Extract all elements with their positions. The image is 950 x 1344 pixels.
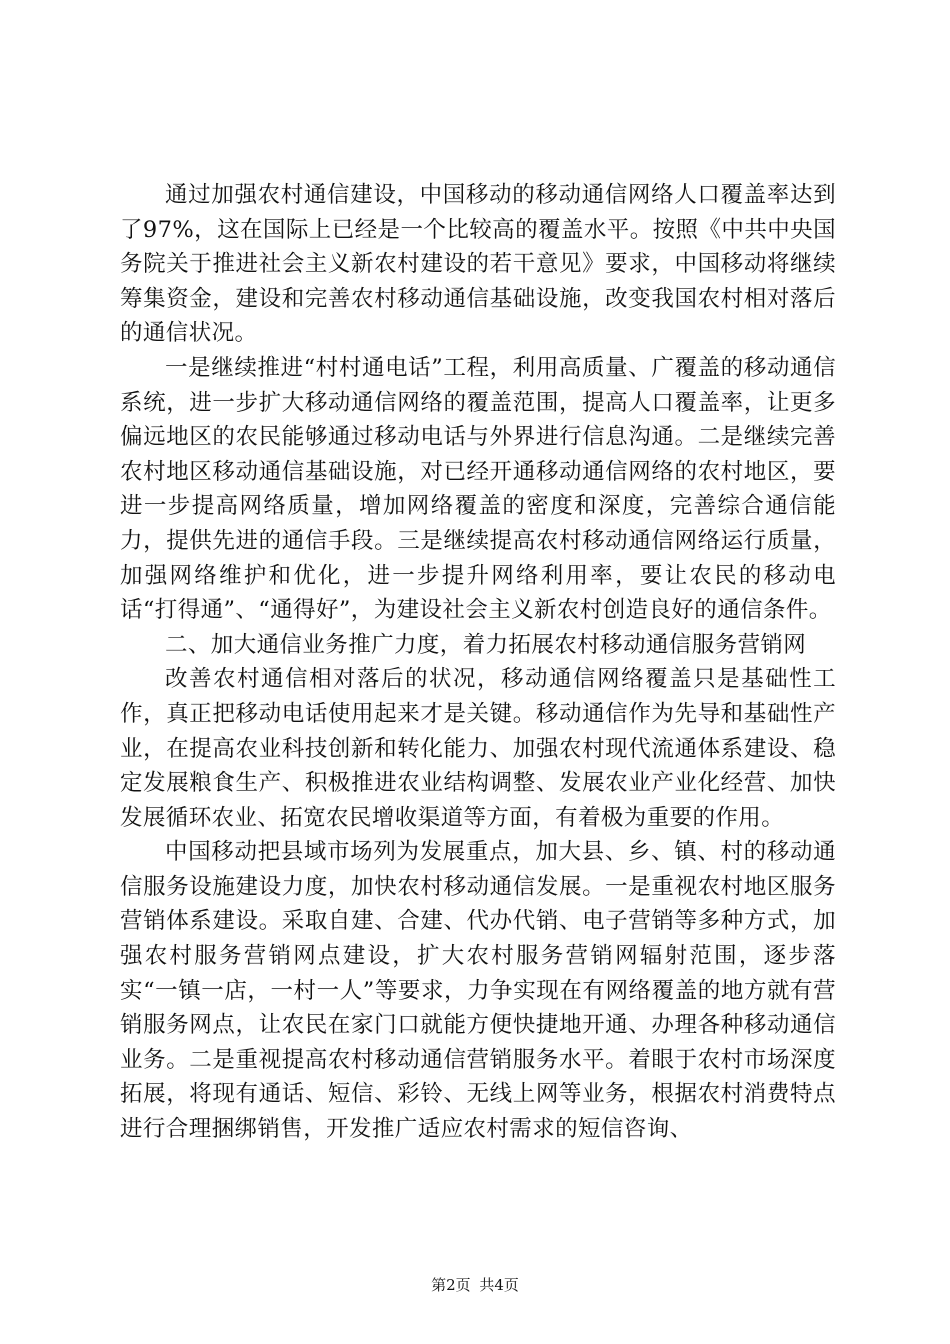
paragraph-village-phone-project: 一是继续推进“村村通电话”工程，利用高质量、广覆盖的移动通信系统，进一步扩大移动通信网络的覆盖范围，提高人口覆盖率，让更多偏远地区的农民能够通过移动电话与外界进行信息沟通。二是继续完善农村地区移动通信基础设施，对已经开通移动通信网络的农村地区，要进一步提高网络质量，增加网络覆盖的密度和深度，完善综合通信能力，提供先进的通信手段。三是继续提高农村移动通信网络运行质量，加强网络维护和优化，进一步提升网络利用率，要让农民的移动电话“打得通”、“通得好”，为建设社会主义新农村创造良好的通信条件。 — [120, 354, 836, 624]
paragraph-improve-status: 改善农村通信相对落后的状况，移动通信网络覆盖只是基础性工作，真正把移动电话使用起来才是关键。移动通信作为先导和基础性产业，在提高农业科技创新和转化能力、加强农村现代流通体系建设、稳定发展粮食生产、积极推进农业结构调整、发展农业产业化经营、加快发展循环农业、拓宽农民增收渠道等方面，有着极为重要的作用。 — [120, 666, 836, 831]
page-footer — [0, 1275, 950, 1295]
page-number: 第2页 — [431, 1276, 471, 1294]
section-heading-two: 二、加大通信业务推广力度，着力拓展农村移动通信服务营销网 — [165, 631, 807, 658]
paragraph-county-market: 中国移动把县域市场列为发展重点，加大县、乡、镇、村的移动通信服务设施建设力度，加快农村移动通信发展。一是重视农村地区服务营销体系建设。采取自建、合建、代办代销、电子营销等多种方式，加强农村服务营销网点建设，扩大农村服务营销网辐射范围，逐步落实“一镇一店，一村一人”等要求，力争实现在有网络覆盖的地方就有营销服务网点，让农民在家门口就能方便快捷地开通、办理各种移动通信业务。二是重视提高农村移动通信营销服务水平。着眼于农村市场深度拓展，将现有通话、短信、彩铃、无线上网等业务，根据农村消费特点进行合理捆绑销售，开发推广适应农村需求的短信咨询、 — [120, 839, 836, 1143]
page-total: 共4页 — [479, 1276, 519, 1294]
paragraph-coverage-rate: 通过加强农村通信建设，中国移动的移动通信网络人口覆盖率达到了97%，这在国际上已经是一个比较高的覆盖水平。按照《中共中央国务院关于推进社会主义新农村建设的若干意见》要求，中国移动将继续筹集资金，建设和完善农村移动通信基础设施，改变我国农村相对落后的通信状况。 — [120, 182, 836, 347]
document-body — [120, 178, 836, 1147]
